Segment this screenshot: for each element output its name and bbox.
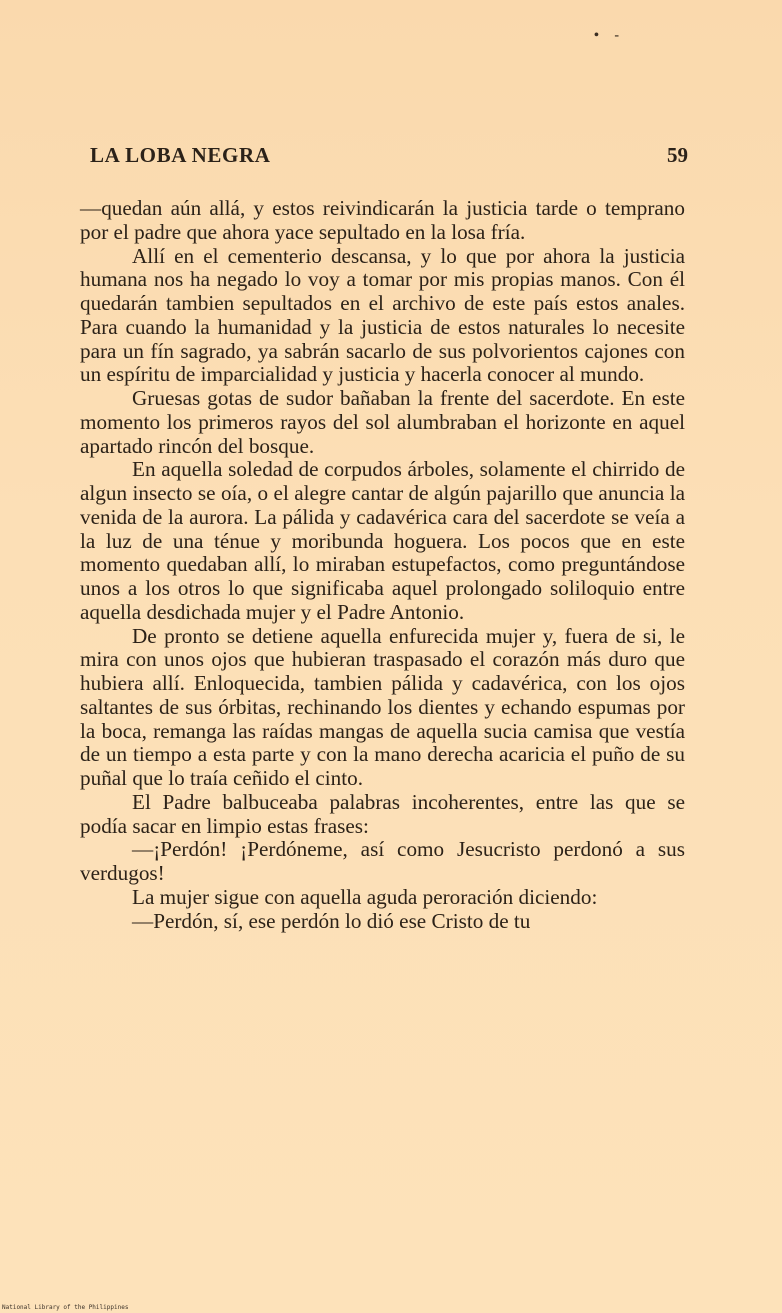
paragraph-1: —quedan aún allá, y estos reivindicarán la justicia tarde o temprano por el padre que ahora yace sepultado en la losa fría.: [80, 196, 685, 244]
paragraph-2: Allí en el cementerio descansa, y lo que por ahora la justicia humana nos ha negado lo voy a tomar por mis propias manos. Con él quedarán tambien sepultados en el archivo de este país estos anales. Para cuando la humanidad y la justicia de estos naturales lo necesite para un fín sagrado, ya sabrán sacarlo de sus polvorientos cajones con un espíritu de imparcialidad y justicia y hacerla conocer al mundo.: [80, 243, 685, 387]
paragraph-9: —Perdón, sí, ese perdón lo dió ese Cristo de tu: [132, 908, 531, 933]
page-number: 59: [667, 143, 688, 167]
paragraph-4: En aquella soledad de corpudos árboles, solamente el chirrido de algun insecto se oía, o el alegre cantar de algún pajarillo que anuncia la venida de la aurora. La pálida y cadavérica cara del sacerdote se veía a la luz de una ténue y moribunda hoguera. Los pocos que en este momento quedaban allí, lo miraban estupefactos, como preguntándose unos a los otros lo que significaba aquel prolongado soliloquio entre aquella desdichada mujer y el Padre Antonio.: [80, 457, 685, 624]
paragraph-3: Gruesas gotas de sudor bañaban la frente del sacerdote. En este momento los primeros rayos del sol alumbraban el horizonte en aquel apartado rincón del bosque.: [80, 386, 685, 458]
running-title: LA LOBA NEGRA: [90, 143, 271, 167]
corner-mark: • -: [594, 28, 626, 43]
paragraph-8: La mujer sigue con aquella aguda peroración diciendo:: [132, 884, 598, 909]
paragraph-6: El Padre balbuceaba palabras incoherentes, entre las que se podía sacar en limpio estas frases:: [80, 789, 685, 838]
page-header: [90, 143, 688, 173]
library-credit: National Library of the Philippines: [2, 1304, 129, 1311]
body-text: [80, 197, 685, 933]
paragraph-5: De pronto se detiene aquella enfurecida mujer y, fuera de si, le mira con unos ojos que hubieran traspasado el corazón más duro que hubiera allí. Enloquecida, tambien pálida y cadavérica, con los ojos saltantes de sus órbitas, rechinando los dientes y echando espumas por la boca, remanga las raídas mangas de aquella sucia camisa que vestía de un tiempo a esta parte y con la mano derecha acaricia el puño de su puñal que lo traía ceñido el cinto.: [80, 623, 685, 790]
paragraph-7: —¡Perdón! ¡Perdóneme, así como Jesucristo perdonó a sus verdugos!: [80, 837, 685, 885]
